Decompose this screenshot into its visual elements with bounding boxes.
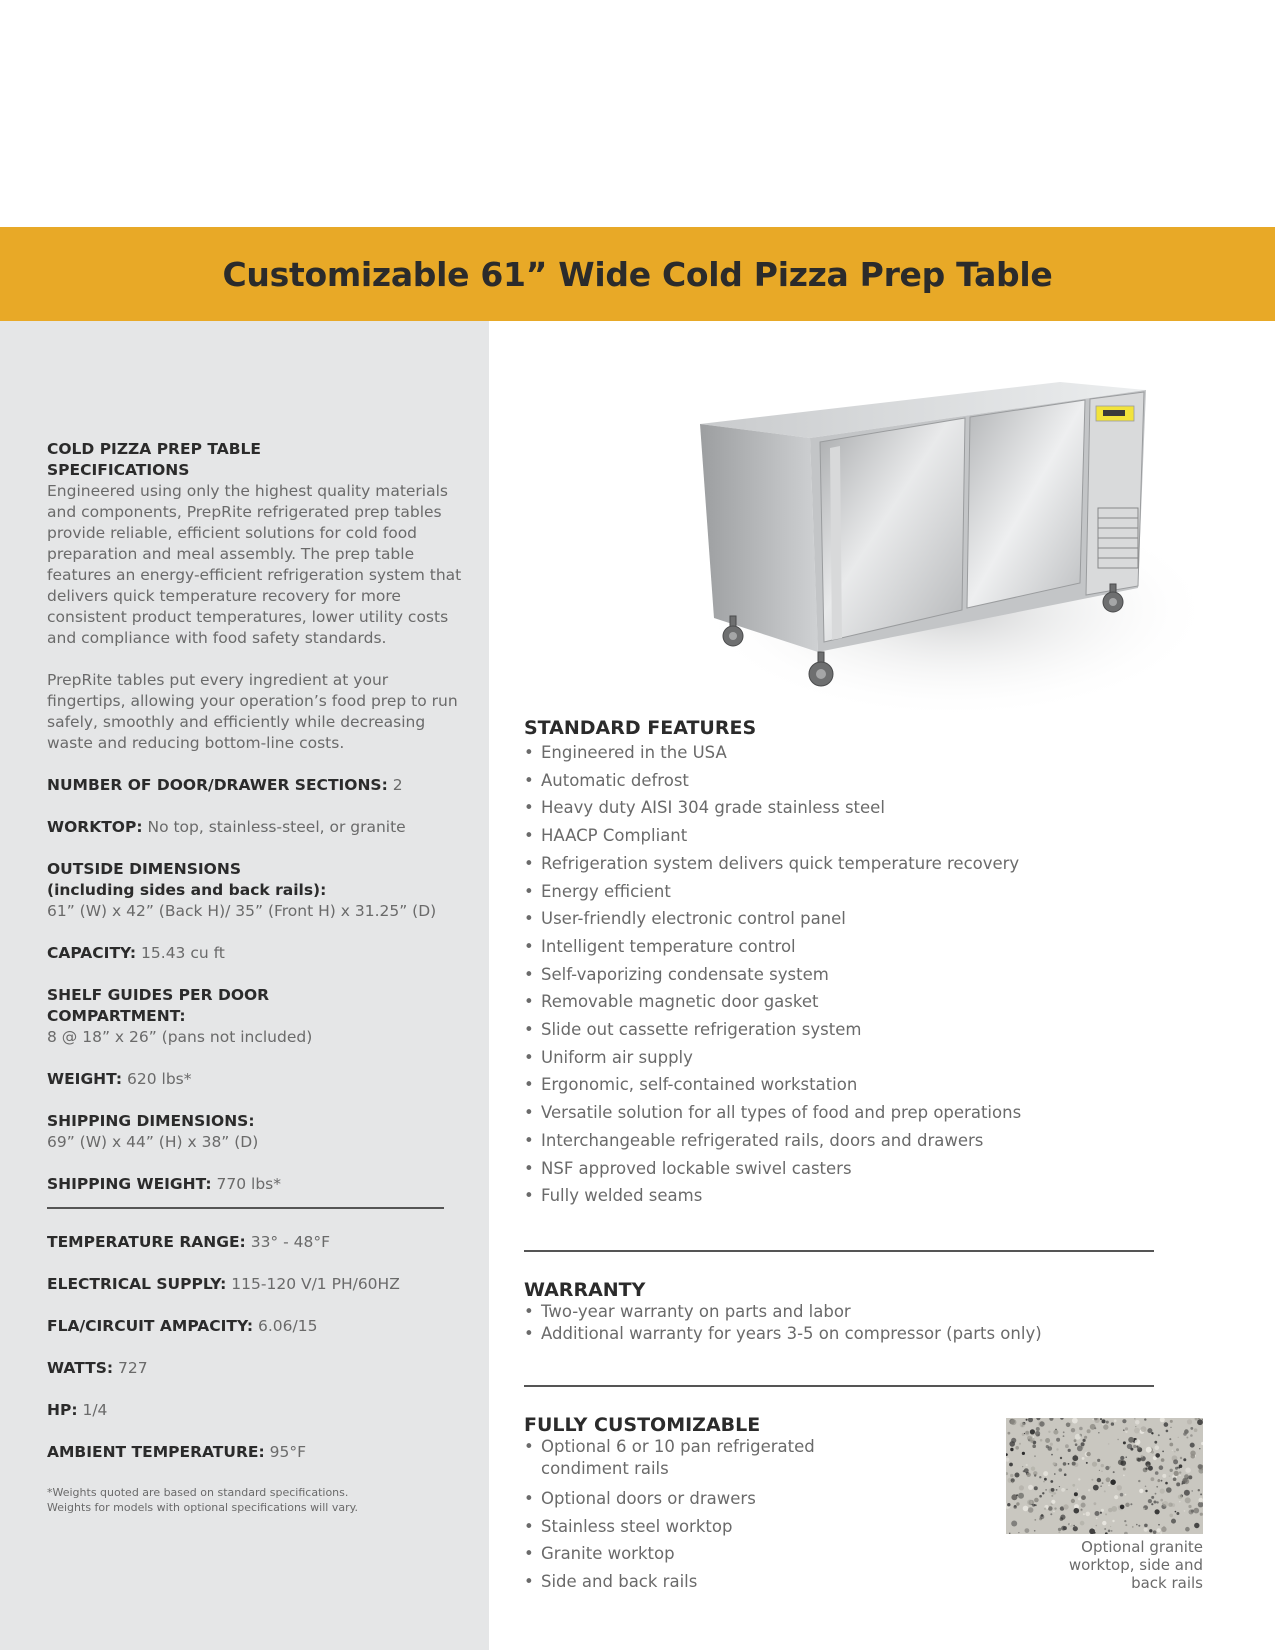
list-item: • Ergonomic, self-contained workstation (524, 1071, 1184, 1099)
spec-value: No top, stainless-steel, or granite (147, 818, 406, 836)
spec-sections (47, 775, 467, 796)
warranty-section (524, 1279, 1184, 1345)
specs-heading-line1: COLD PIZZA PREP TABLE (47, 440, 261, 458)
spec-label: SHIPPING DIMENSIONS: (47, 1112, 255, 1130)
spec-value: 61” (W) x 42” (Back H)/ 35” (Front H) x 31.25” (D) (47, 902, 437, 920)
footnote-line: *Weights quoted are based on standard specifications. (47, 1486, 349, 1499)
spec-value: 6.06/15 (257, 1317, 318, 1335)
divider (524, 1250, 1154, 1252)
list-item: • HAACP Compliant (524, 822, 1184, 850)
spec-shelf-guides (47, 985, 467, 1048)
spec-value: 727 (118, 1359, 148, 1377)
standard-features-title: STANDARD FEATURES (524, 717, 757, 739)
spec-label: ELECTRICAL SUPPLY: (47, 1275, 227, 1293)
spec-value: 1/4 (82, 1401, 108, 1419)
list-item: • User-friendly electronic control panel (524, 905, 1184, 933)
intro-paragraph-2: PrepRite tables put every ingredient at your fingertips, allowing your operation’s food prep to run safely, smoothly and efficiently while decreasing waste and reducing bottom-line costs. (47, 671, 458, 752)
spec-label: COMPARTMENT: (47, 1007, 186, 1025)
footnote-line: Weights for models with optional specifications will vary. (47, 1501, 359, 1514)
list-item: • Automatic defrost (524, 767, 1184, 795)
spec-label: WEIGHT: (47, 1070, 123, 1088)
spec-label: WORKTOP: (47, 818, 143, 836)
prep-table-photo (700, 380, 1210, 735)
list-item: • NSF approved lockable swivel casters (524, 1155, 1184, 1183)
spec-fla-circuit (47, 1316, 467, 1337)
spec-value: 770 lbs* (216, 1175, 281, 1193)
standard-features-list (524, 739, 1184, 1210)
page-title: Customizable 61” Wide Cold Pizza Prep Table (222, 254, 1053, 294)
spec-value: 115-120 V/1 PH/60HZ (231, 1275, 400, 1293)
spec-value: 2 (392, 776, 403, 794)
list-item: • Intelligent temperature control (524, 933, 1184, 961)
spec-label: SHELF GUIDES PER DOOR (47, 986, 270, 1004)
spec-weight (47, 1069, 467, 1090)
list-item: • Interchangeable refrigerated rails, doors and drawers (524, 1127, 1184, 1155)
spec-label: TEMPERATURE RANGE: (47, 1233, 246, 1251)
warranty-list (524, 1301, 1184, 1345)
customizable-list (524, 1436, 944, 1595)
list-item: • Uniform air supply (524, 1044, 1184, 1072)
list-item: • Self-vaporizing condensate system (524, 961, 1184, 989)
list-item: • Removable magnetic door gasket (524, 988, 1184, 1016)
spec-watts (47, 1358, 467, 1379)
list-item: • Two-year warranty on parts and labor (524, 1301, 1184, 1323)
spec-value: 69” (W) x 44” (H) x 38” (D) (47, 1133, 259, 1151)
list-item: • Stainless steel worktop (524, 1513, 944, 1541)
customizable-section (524, 1414, 944, 1595)
weights-footnote (47, 1485, 467, 1515)
spec-value: 95°F (269, 1443, 307, 1461)
specs-heading-line2: SPECIFICATIONS (47, 461, 190, 479)
list-item: • Side and back rails (524, 1568, 944, 1596)
list-item: • Energy efficient (524, 878, 1184, 906)
spec-label: NUMBER OF DOOR/DRAWER SECTIONS: (47, 776, 388, 794)
granite-sample-image (1006, 1418, 1203, 1534)
spec-electrical-supply (47, 1274, 467, 1295)
list-item: • Versatile solution for all types of food and prep operations (524, 1099, 1184, 1127)
intro-paragraph-1: Engineered using only the highest quality materials and components, PrepRite refrigerated prep tables provide reliable, efficient solutions for cold food preparation and meal assembly. The prep table features an energy-efficient refrigeration system that delivers quick temperature recovery for more consistent product temperatures, lower utility costs and compliance with food safety standards. (47, 482, 462, 647)
list-item: • Granite worktop (524, 1540, 944, 1568)
spec-value: 15.43 cu ft (141, 944, 225, 962)
list-item-line: condiment rails (541, 1458, 669, 1478)
caption-line: back rails (1131, 1574, 1203, 1592)
customizable-title: FULLY CUSTOMIZABLE (524, 1414, 761, 1436)
divider (524, 1385, 1154, 1387)
spec-label: HP: (47, 1401, 78, 1419)
divider (47, 1207, 444, 1209)
specifications-column (47, 439, 467, 1515)
list-item: • Additional warranty for years 3-5 on compressor (parts only) (524, 1323, 1184, 1345)
list-item (524, 1436, 944, 1479)
list-item-line: Optional 6 or 10 pan refrigerated (541, 1437, 815, 1456)
list-item: • Refrigeration system delivers quick temperature recovery (524, 850, 1184, 878)
list-item: • Heavy duty AISI 304 grade stainless steel (524, 794, 1184, 822)
spec-label: AMBIENT TEMPERATURE: (47, 1443, 265, 1461)
caption-line: worktop, side and (1068, 1556, 1203, 1574)
spec-hp (47, 1400, 467, 1421)
spec-label: OUTSIDE DIMENSIONS (47, 860, 241, 878)
spec-value: 620 lbs* (127, 1070, 192, 1088)
spec-outside-dimensions (47, 859, 467, 922)
list-item: • Optional doors or drawers (524, 1485, 944, 1513)
spec-label: FLA/CIRCUIT AMPACITY: (47, 1317, 254, 1335)
warranty-title: WARRANTY (524, 1279, 646, 1301)
spec-worktop (47, 817, 467, 838)
spec-label: SHIPPING WEIGHT: (47, 1175, 212, 1193)
standard-features-section (524, 717, 1184, 1210)
spec-shipping-weight (47, 1174, 467, 1195)
spec-capacity (47, 943, 467, 964)
granite-caption (1006, 1538, 1203, 1592)
spec-label: CAPACITY: (47, 944, 137, 962)
spec-label: WATTS: (47, 1359, 114, 1377)
spec-ambient-temperature (47, 1442, 467, 1463)
spec-shipping-dimensions (47, 1111, 467, 1153)
list-item: • Slide out cassette refrigeration system (524, 1016, 1184, 1044)
spec-temperature-range (47, 1232, 467, 1253)
spec-value: 33° - 48°F (250, 1233, 331, 1251)
spec-value: 8 @ 18” x 26” (pans not included) (47, 1028, 313, 1046)
list-item: • Engineered in the USA (524, 739, 1184, 767)
list-item: • Fully welded seams (524, 1182, 1184, 1210)
specs-heading (47, 439, 467, 481)
title-banner (0, 227, 1275, 321)
spec-label: (including sides and back rails): (47, 881, 327, 899)
caption-line: Optional granite (1081, 1538, 1203, 1556)
